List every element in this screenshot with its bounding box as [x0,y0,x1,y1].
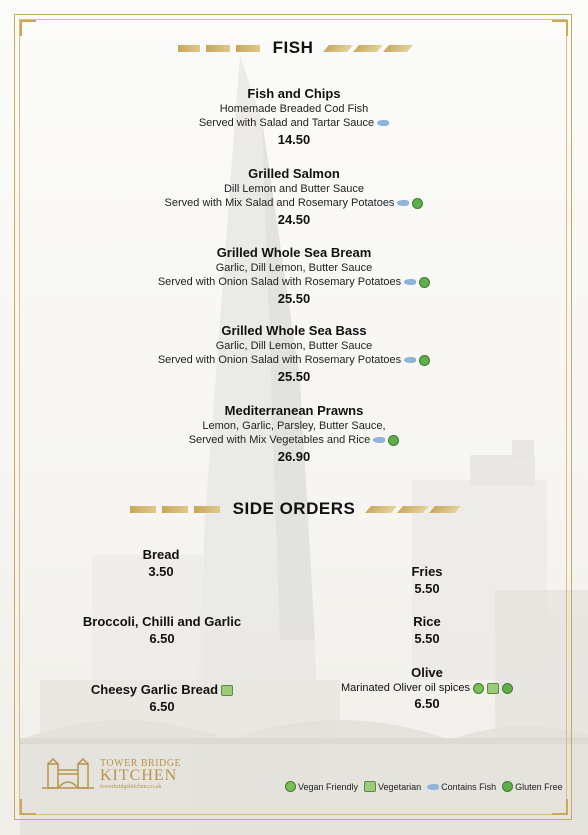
logo-line2: KITCHEN [100,767,178,784]
item-name: Fries [411,564,443,579]
item-price: 6.50 [149,631,175,646]
side-item [377,613,477,647]
fish-icon [404,357,416,363]
item-description: Served with Onion Salad with Rosemary Potatoes [157,276,402,288]
side-orders-heading [0,499,588,519]
corner-ornament [20,20,36,36]
vegetarian-icon [487,683,499,694]
corner-ornament [552,799,568,815]
restaurant-logo [42,758,190,794]
section-title: SIDE ORDERS [232,499,356,518]
fish-icon [427,784,439,790]
item-description: Garlic, Dill Lemon, Butter Sauce [215,340,373,352]
item-description: Dill Lemon and Butter Sauce [223,183,365,195]
fish-icon [404,279,416,285]
gluten-free-icon [419,277,430,288]
item-price: 6.50 [149,699,175,714]
gluten-free-icon [502,683,513,694]
item-description: Garlic, Dill Lemon, Butter Sauce [215,262,373,274]
item-name: Mediterranean Prawns [224,403,364,418]
item-description: Lemon, Garlic, Parsley, Butter Sauce, [202,420,386,432]
fish-heading [0,38,588,58]
gluten-free-icon [412,198,423,209]
item-price: 3.50 [148,564,174,579]
item-description: Served with Mix Salad and Rosemary Potatoes [164,197,395,209]
tower-bridge-icon [42,758,94,792]
fish-icon [397,200,409,206]
legend-label: Vegan Friendly [298,781,359,792]
menu-item [0,323,588,386]
item-description: Served with Mix Vegetables and Rice [188,434,371,446]
item-name: Grilled Salmon [248,166,340,181]
item-price: 14.50 [277,132,311,147]
menu-item [0,403,588,466]
vegetarian-icon [221,685,233,696]
corner-ornament [20,799,36,815]
item-price: 24.50 [277,212,311,227]
side-item [62,681,262,715]
section-title: FISH [272,38,314,57]
legend-label: Gluten Free [515,781,563,792]
logo-url: towerbridgekitchen.co.uk [100,784,162,790]
item-name: Broccoli, Chilli and Garlic [82,614,242,629]
item-name: Olive [411,665,443,680]
corner-ornament [552,20,568,36]
item-price: 5.50 [414,581,440,596]
vegan-icon [285,781,296,792]
item-name: Bread [142,547,180,562]
item-name: Fish and Chips [247,86,341,101]
item-price: 25.50 [277,369,311,384]
gluten-free-icon [388,435,399,446]
vegetarian-icon [364,781,376,792]
logo-line1: TOWER BRIDGE [100,758,182,769]
gluten-free-icon [502,781,513,792]
menu-item [0,86,588,149]
item-name: Rice [413,614,441,629]
menu-item [0,245,588,308]
legend-label: Vegetarian [378,781,422,792]
menu-item [0,166,588,229]
item-price: 5.50 [414,631,440,646]
item-name: Cheesy Garlic Bread [90,682,219,697]
fish-icon [377,120,389,126]
item-price: 26.90 [277,449,311,464]
side-item [111,546,211,580]
dietary-legend [282,781,566,792]
item-description: Served with Onion Salad with Rosemary Potatoes [157,354,402,366]
item-price: 6.50 [414,696,440,711]
item-name: Grilled Whole Sea Bass [221,323,367,338]
gluten-free-icon [419,355,430,366]
item-price: 25.50 [277,291,311,306]
side-item [377,563,477,597]
item-description: Served with Salad and Tartar Sauce [198,117,375,129]
side-item [62,613,262,647]
vegan-icon [473,683,484,694]
side-item [322,664,532,712]
item-description: Marinated Oliver oil spices [341,682,470,694]
fish-icon [373,437,385,443]
legend-label: Contains Fish [441,781,497,792]
item-name: Grilled Whole Sea Bream [216,245,372,260]
item-description: Homemade Breaded Cod Fish [219,103,369,115]
